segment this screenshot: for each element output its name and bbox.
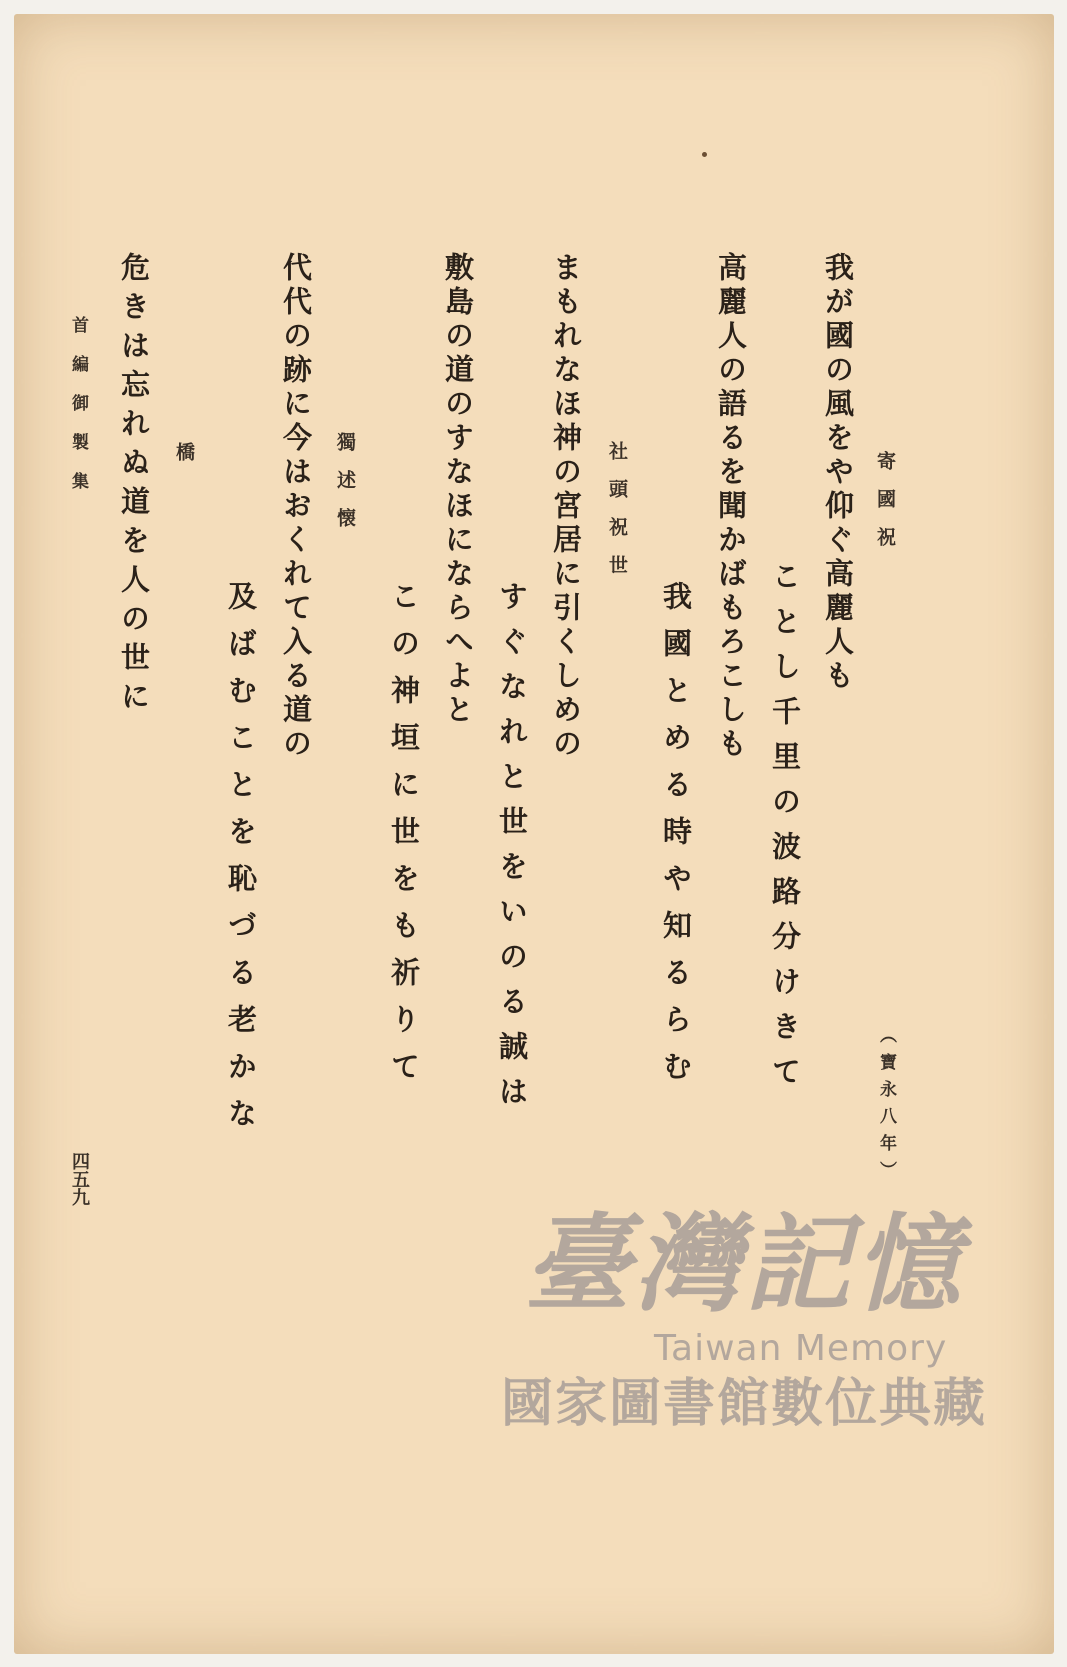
era-note: （寶永八年） — [876, 1026, 896, 1188]
ink-speck — [702, 152, 707, 157]
poem-line: すぐなれと世をいのる誠は — [495, 581, 529, 1121]
book-page — [14, 14, 1054, 1654]
poem-line: 我が國の風をや仰ぐ高麗人も — [821, 252, 855, 694]
poem-line: ことし千里の波路分けきて — [768, 561, 802, 1101]
poem-line: まもれなほ神の宮居に引くしめの — [549, 252, 583, 762]
poem-title: 寄國祝 — [874, 451, 896, 565]
poem-line: 危きは忘れぬ道を人の世に — [117, 252, 151, 720]
poem-title: 社頭祝世 — [606, 441, 628, 593]
poem-title: 獨述懐 — [334, 432, 356, 546]
poem-line: 我國とめる時や知るらむ — [659, 581, 693, 1098]
poem-title: 橋 — [173, 442, 195, 480]
library-watermark — [464, 1199, 1024, 1529]
poem-line: 及ばむことを恥づる老かな — [224, 581, 258, 1145]
poem-line: 代代の跡に今はおくれて入る道の — [279, 252, 313, 762]
watermark-english: Taiwan Memory — [654, 1328, 948, 1369]
poem-line: 高麗人の語るを聞かばもろこしも — [714, 252, 748, 762]
watermark-chinese: 國家圖書館數位典藏 — [500, 1374, 987, 1434]
poem-line: この神垣に世をも祈りて — [387, 581, 421, 1098]
watermark-calligraphy: 臺灣記憶 — [524, 1201, 964, 1326]
running-head: 首編御製集 — [68, 316, 88, 511]
page-number: 四五九 — [69, 1152, 90, 1206]
poem-line: 敷島の道のすなほにならへよと — [441, 252, 475, 728]
